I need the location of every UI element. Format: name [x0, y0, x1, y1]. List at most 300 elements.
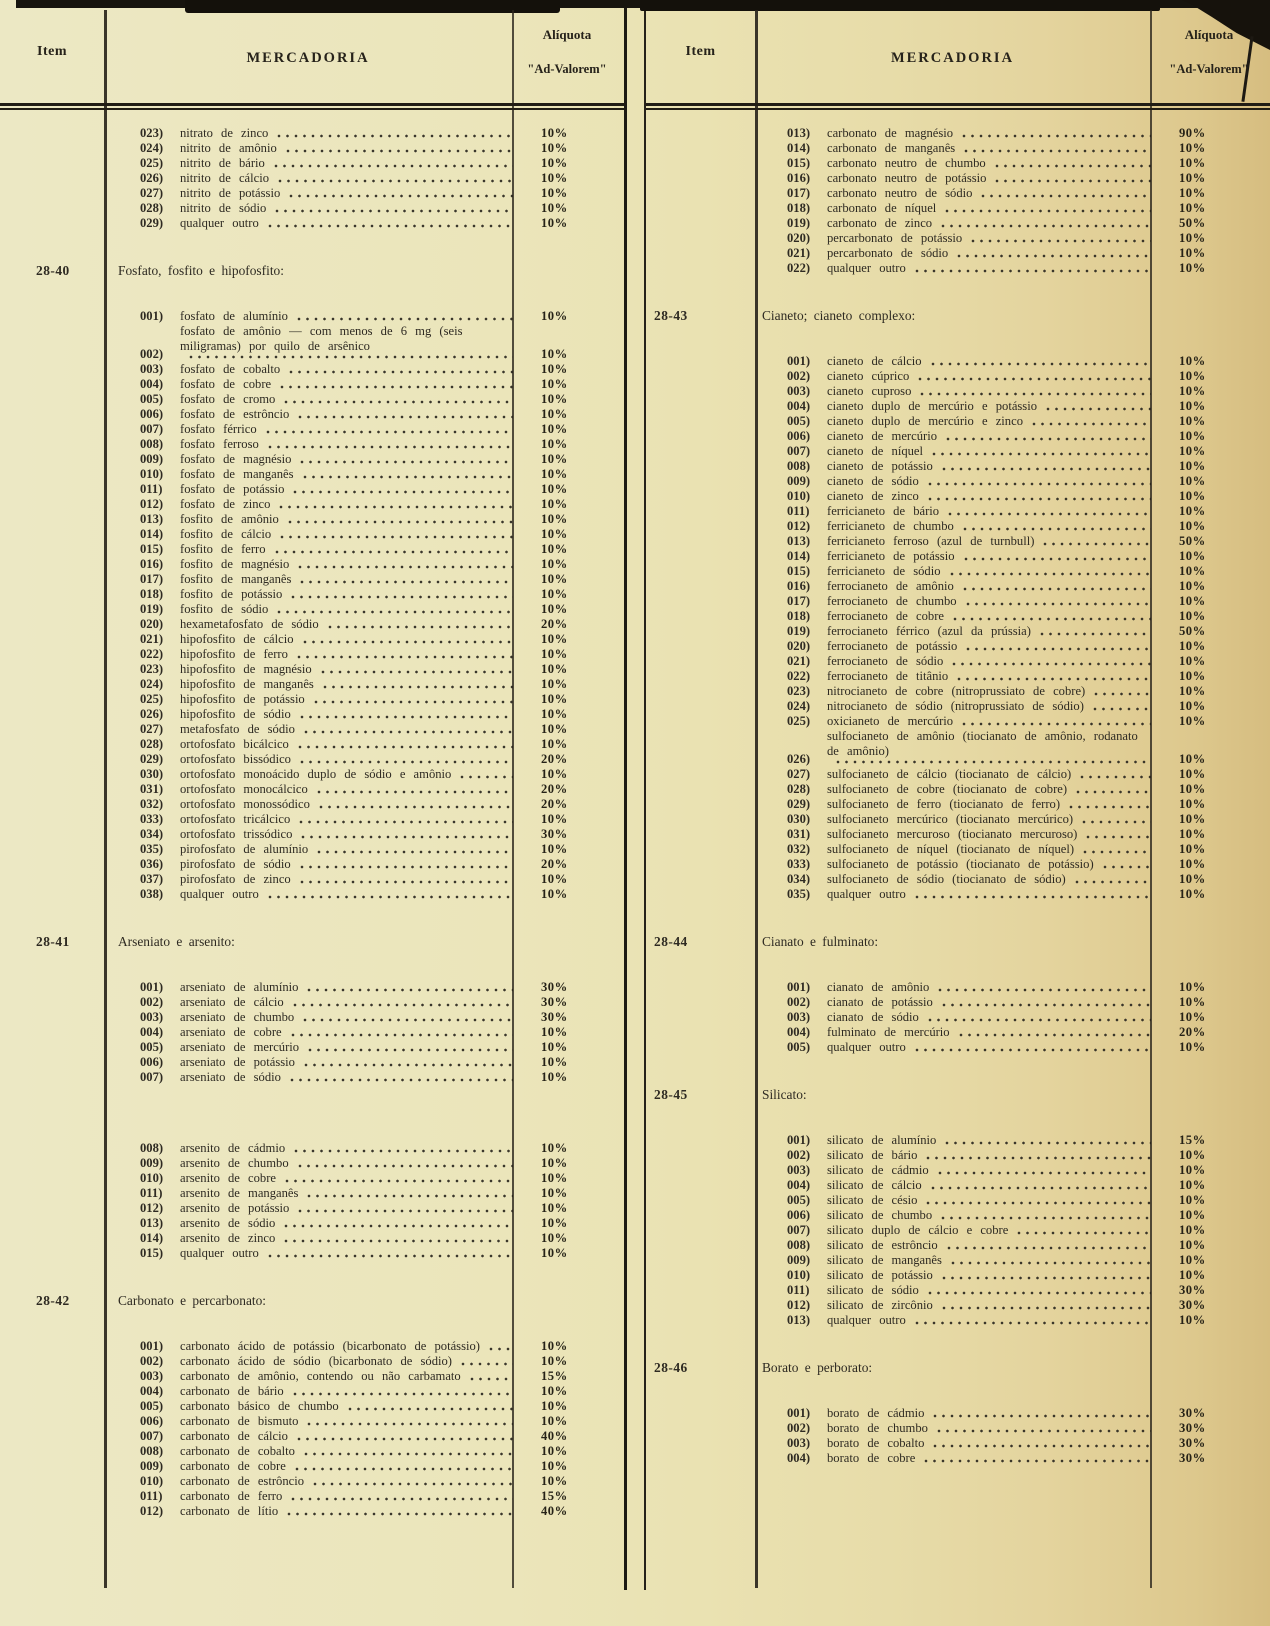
dot-leader: [1080, 774, 1151, 780]
entry-description: borato de cobre: [827, 1451, 916, 1465]
entry-number: 003): [140, 1369, 164, 1383]
entry-name-cell: [180, 995, 527, 1010]
entry-description: qualquer outro: [180, 887, 259, 901]
tariff-row: [646, 1421, 1270, 1436]
tariff-row: [646, 534, 1270, 549]
tariff-row: [646, 872, 1270, 887]
entry-description: fulminato de mercúrio: [827, 1025, 950, 1039]
entry-number: 010): [140, 1474, 164, 1488]
entry-rate: 10%: [541, 141, 568, 155]
entry-name-cell: [827, 1025, 1165, 1040]
entry-name-cell: [180, 782, 527, 797]
entry-rate: 10%: [541, 677, 568, 691]
dot-leader: [285, 1178, 513, 1184]
entry-rate: 10%: [541, 767, 568, 781]
entry-description: sulfocianeto de sódio (tiocianato de sódio): [827, 872, 1066, 886]
tariff-row: [646, 797, 1270, 812]
tariff-row: [0, 887, 624, 902]
column-header-item: Item: [685, 44, 716, 59]
entry-description: fosfito de cálcio: [180, 527, 272, 541]
dot-leader: [321, 669, 513, 675]
column-header-aliquota: [1150, 28, 1268, 76]
entry-description: ferrocianeto de cobre: [827, 609, 944, 623]
entry-description: fosfito de magnésio: [180, 557, 290, 571]
entry-description: qualquer outro: [827, 1040, 906, 1054]
entry-rate: 10%: [1179, 684, 1206, 698]
entry-rate: 10%: [1179, 1193, 1206, 1207]
entry-rate: 30%: [1179, 1421, 1206, 1435]
entry-number: 004): [787, 1178, 811, 1192]
entry-rate: 10%: [1179, 171, 1206, 185]
dot-leader: [317, 789, 513, 795]
section-heading: [0, 934, 624, 950]
entry-number: 001): [787, 354, 811, 368]
entry-list: [646, 980, 1270, 1055]
entry-name-cell: [180, 722, 527, 737]
tariff-row: [646, 459, 1270, 474]
entry-description: sulfocianeto de ferro (tiocianato de ferro): [827, 797, 1061, 811]
entry-rate: 10%: [1179, 414, 1206, 428]
entry-name-cell: [180, 1429, 527, 1444]
entry-number: 003): [787, 1436, 811, 1450]
tariff-row: [646, 246, 1270, 261]
tariff-row: [0, 309, 624, 324]
tariff-row: [646, 782, 1270, 797]
entry-number: 026): [140, 171, 164, 185]
entry-description: ferrocianeto de titânio: [827, 669, 949, 683]
entry-number: 003): [140, 1010, 164, 1024]
entry-rate: 10%: [541, 572, 568, 586]
dot-leader: [301, 834, 513, 840]
tariff-row: [0, 186, 624, 201]
entry-description: cianeto de sódio: [827, 474, 919, 488]
entry-description: silicato de zircônio: [827, 1298, 933, 1312]
entry-description: nitrito de amônio: [180, 141, 277, 155]
tariff-section: [646, 1087, 1270, 1328]
tariff-row: [646, 444, 1270, 459]
entry-rate: 10%: [541, 1384, 568, 1398]
entry-description: fosfato de cobalto: [180, 362, 281, 376]
tariff-row: [0, 647, 624, 662]
entry-name-cell: [827, 489, 1165, 504]
entry-name-cell: [827, 261, 1165, 276]
entry-rate: 10%: [541, 587, 568, 601]
entry-number: 033): [140, 812, 164, 826]
entry-rate: 10%: [1179, 354, 1206, 368]
dot-leader: [915, 268, 1151, 274]
entry-number: 001): [140, 980, 164, 994]
entry-number: 004): [140, 1384, 164, 1398]
entry-number: 001): [787, 980, 811, 994]
entry-name-cell: [180, 377, 527, 392]
entry-name-cell: [180, 512, 527, 527]
entry-name-cell: [180, 1474, 527, 1489]
section-title: Silicato:: [762, 1087, 807, 1102]
entry-description: carbonato de níquel: [827, 201, 937, 215]
tariff-row: [0, 407, 624, 422]
tariff-row: [646, 842, 1270, 857]
entry-description: silicato de cálcio: [827, 1178, 922, 1192]
entry-description: carbonato ácido de sódio (bicarbonato de sódio): [180, 1354, 452, 1368]
entry-name-cell: [180, 737, 527, 752]
tariff-row: [0, 392, 624, 407]
entry-rate: 10%: [541, 872, 568, 886]
dot-leader: [957, 676, 1151, 682]
entry-name-cell: [827, 980, 1165, 995]
entry-number: 017): [140, 572, 164, 586]
entry-name-cell: [827, 1298, 1165, 1313]
dot-leader: [1076, 789, 1151, 795]
entry-name-cell: [180, 1489, 527, 1504]
entry-number: 011): [140, 482, 163, 496]
dot-leader: [293, 489, 513, 495]
tariff-row: [646, 504, 1270, 519]
entry-name-cell: [180, 362, 527, 377]
tariff-row: [646, 429, 1270, 444]
entry-rate: 10%: [1179, 767, 1206, 781]
entry-number: 017): [787, 594, 811, 608]
entry-rate: 20%: [1179, 1025, 1206, 1039]
entry-name-cell: [180, 1246, 527, 1261]
dot-leader: [300, 759, 513, 765]
table-header-left: [0, 0, 624, 118]
dot-leader: [319, 804, 513, 810]
entry-number: 030): [140, 767, 164, 781]
tariff-row: [646, 609, 1270, 624]
entry-name-cell: [827, 1193, 1165, 1208]
entry-description: fosfato de potássio: [180, 482, 285, 496]
dot-leader: [933, 1443, 1151, 1449]
entry-name-cell: [180, 309, 527, 324]
entry-rate: 10%: [541, 186, 568, 200]
dot-leader: [470, 1376, 513, 1382]
entry-number: 002): [140, 995, 164, 1009]
section-heading: [646, 308, 1270, 324]
entry-rate: 10%: [541, 1070, 568, 1084]
entry-name-cell: [827, 384, 1165, 399]
section-code: 28-45: [654, 1087, 688, 1102]
entry-rate: 10%: [1179, 201, 1206, 215]
entry-description: arsenito de cádmio: [180, 1141, 286, 1155]
dot-leader: [300, 459, 513, 465]
entry-rate: 10%: [541, 407, 568, 421]
entry-rate: 30%: [541, 1010, 568, 1024]
dot-leader: [950, 571, 1151, 577]
section-title: Cianato e fulminato:: [762, 934, 879, 949]
entry-number: 007): [140, 422, 164, 436]
entry-description: ortofosfato trissódico: [180, 827, 293, 841]
tariff-row: [0, 995, 624, 1010]
dot-leader: [995, 163, 1151, 169]
entry-rate: 10%: [1179, 186, 1206, 200]
entry-description: silicato de alumínio: [827, 1133, 937, 1147]
dot-leader: [942, 1275, 1151, 1281]
entry-rate: 10%: [541, 512, 568, 526]
entry-number: 002): [787, 995, 811, 1009]
entry-rate: 20%: [541, 857, 568, 871]
entry-description: silicato de estrôncio: [827, 1238, 938, 1252]
entry-number: 036): [140, 857, 164, 871]
entry-rate: 10%: [541, 1186, 568, 1200]
entry-name-cell: [827, 872, 1165, 887]
entry-number: 022): [140, 647, 164, 661]
entry-description: ortofosfato tricálcico: [180, 812, 291, 826]
tariff-row: [646, 1040, 1270, 1055]
dot-leader: [284, 1223, 513, 1229]
tariff-row: [646, 1436, 1270, 1451]
entry-name-cell: [180, 857, 527, 872]
entry-description: fosfito de potássio: [180, 587, 283, 601]
dot-leader: [189, 354, 513, 360]
tariff-row: [646, 714, 1270, 729]
entry-name-cell: [180, 1201, 527, 1216]
tariff-section: [0, 263, 624, 902]
tariff-section: [0, 126, 624, 231]
entry-number: 006): [140, 1055, 164, 1069]
dot-leader: [294, 1148, 513, 1154]
dot-leader: [966, 646, 1151, 652]
dot-leader: [920, 391, 1151, 397]
entry-number: 003): [787, 384, 811, 398]
aliquota-column-rule: [1150, 10, 1152, 1588]
entry-description: ferricianeto de chumbo: [827, 519, 954, 533]
entry-description: carbonato básico de chumbo: [180, 1399, 339, 1413]
entry-number: 020): [787, 639, 811, 653]
column-header-aliquota: [512, 28, 622, 76]
dot-leader: [836, 759, 1151, 765]
tariff-row: [0, 737, 624, 752]
entry-name-cell: [180, 1156, 527, 1171]
item-column-rule: [755, 10, 758, 1588]
dot-leader: [933, 1413, 1151, 1419]
entry-number: 027): [787, 767, 811, 781]
entry-rate: 30%: [541, 980, 568, 994]
tariff-row: [646, 1313, 1270, 1328]
entry-rate: 10%: [541, 1444, 568, 1458]
dot-leader: [289, 193, 513, 199]
dot-leader: [924, 1458, 1151, 1464]
entry-rate: 10%: [1179, 549, 1206, 563]
dot-leader: [1046, 406, 1151, 412]
entry-name-cell: [180, 1354, 527, 1369]
tariff-row: [0, 617, 624, 632]
tariff-row: [0, 677, 624, 692]
tariff-row: [646, 1253, 1270, 1268]
section-code: 28-41: [36, 934, 70, 949]
tariff-section: [646, 126, 1270, 276]
entry-description: carbonato de estrôncio: [180, 1474, 304, 1488]
entry-number: 012): [787, 1298, 811, 1312]
entry-name-cell: [180, 542, 527, 557]
entry-rate: 10%: [1179, 995, 1206, 1009]
dot-leader: [284, 399, 513, 405]
tariff-row: [0, 1231, 624, 1246]
dot-leader: [297, 1436, 513, 1442]
entry-number: 029): [787, 797, 811, 811]
entry-name-cell: [180, 1025, 527, 1040]
entry-number: 005): [140, 1040, 164, 1054]
entry-rate: 10%: [541, 1474, 568, 1488]
dot-leader: [287, 1511, 513, 1517]
entry-description: ferricianeto ferroso (azul de turnbull): [827, 534, 1035, 548]
entry-rate: 10%: [1179, 579, 1206, 593]
entry-description: arsenito de cobre: [180, 1171, 277, 1185]
entry-number: 011): [787, 1283, 810, 1297]
entry-rate: 10%: [1179, 752, 1206, 766]
entry-description: arseniato de sódio: [180, 1070, 281, 1084]
entry-description: sulfocianeto de cálcio (tiocianato de cálcio): [827, 767, 1072, 781]
entry-name-cell: [180, 156, 527, 171]
entry-rate: 10%: [1179, 1238, 1206, 1252]
dot-leader: [293, 1391, 513, 1397]
tariff-row: [0, 1474, 624, 1489]
entry-name-cell: [827, 1406, 1165, 1421]
tariff-row: [0, 707, 624, 722]
dot-leader: [915, 1047, 1151, 1053]
entry-name-cell: [180, 752, 527, 767]
entry-name-cell: [827, 1238, 1165, 1253]
entry-name-cell: [827, 767, 1165, 782]
tariff-row: [646, 857, 1270, 872]
dot-leader: [938, 987, 1151, 993]
section-code: 28-40: [36, 263, 70, 278]
entry-number: 009): [787, 474, 811, 488]
entry-name-cell: [827, 231, 1165, 246]
column-header-aliquota-line1: Alíquota: [1184, 27, 1234, 42]
entry-number: 012): [787, 519, 811, 533]
entry-rate: 40%: [541, 1504, 568, 1518]
entry-number: 031): [140, 782, 164, 796]
entry-rate: 10%: [541, 482, 568, 496]
entry-description: carbonato de lítio: [180, 1504, 279, 1518]
entry-number: 004): [140, 377, 164, 391]
entry-number: 011): [140, 1489, 163, 1503]
entry-description: fosfato de zinco: [180, 497, 271, 511]
entry-number: 018): [787, 201, 811, 215]
entry-name-cell: [180, 662, 527, 677]
entry-description: nitrito de cálcio: [180, 171, 270, 185]
entry-number: 015): [787, 156, 811, 170]
entry-description: oxicianeto de mercúrio: [827, 714, 954, 728]
entry-rate: 10%: [541, 1171, 568, 1185]
entry-rate: 10%: [1179, 654, 1206, 668]
entry-description: ferrocianeto de amônio: [827, 579, 954, 593]
tariff-row: [0, 201, 624, 216]
entry-rate: 10%: [541, 497, 568, 511]
tariff-section: [0, 934, 624, 1261]
dot-leader: [307, 1193, 513, 1199]
dot-leader: [928, 496, 1151, 502]
entry-name-cell: [180, 1186, 527, 1201]
entry-rate: 10%: [541, 842, 568, 856]
entry-number: 011): [140, 1186, 163, 1200]
tariff-section: [0, 1293, 624, 1519]
tariff-row: [0, 1399, 624, 1414]
entry-description: silicato de sódio: [827, 1283, 919, 1297]
dot-leader: [918, 376, 1151, 382]
entry-rate: 10%: [541, 126, 568, 140]
dot-leader: [308, 1047, 513, 1053]
entry-rate: 30%: [1179, 1451, 1206, 1465]
entry-rate: 10%: [1179, 519, 1206, 533]
entry-number: 035): [787, 887, 811, 901]
entry-description: carbonato neutro de sódio: [827, 186, 973, 200]
tariff-row: [0, 1246, 624, 1261]
dot-leader: [937, 1428, 1151, 1434]
entry-rate: 10%: [541, 737, 568, 751]
entry-rate: 90%: [1179, 126, 1206, 140]
entry-number: 015): [140, 1246, 164, 1260]
tariff-row: [0, 1141, 624, 1156]
entry-name-cell: [180, 707, 527, 722]
entry-number: 025): [140, 156, 164, 170]
entry-rate: 30%: [541, 827, 568, 841]
entry-number: 010): [787, 489, 811, 503]
entry-number: 015): [787, 564, 811, 578]
entry-description: borato de cobalto: [827, 1436, 925, 1450]
dot-leader: [926, 1200, 1151, 1206]
entry-rate: 10%: [541, 171, 568, 185]
entry-number: 014): [140, 1231, 164, 1245]
entry-number: 021): [787, 654, 811, 668]
entry-rate: 10%: [1179, 156, 1206, 170]
entry-rate: 10%: [541, 156, 568, 170]
entry-name-cell: [827, 201, 1165, 216]
entry-description: nitrito de bário: [180, 156, 265, 170]
entry-number: 037): [140, 872, 164, 886]
section-heading: [646, 934, 1270, 950]
entry-number: 006): [140, 407, 164, 421]
entry-description: ferricianeto de potássio: [827, 549, 955, 563]
entry-list: [646, 1133, 1270, 1328]
entry-number: 032): [787, 842, 811, 856]
dot-leader: [300, 579, 513, 585]
entry-rate: 10%: [541, 1399, 568, 1413]
entry-rate: 10%: [1179, 1163, 1206, 1177]
entry-rate: 50%: [1179, 216, 1206, 230]
entry-name-cell: [827, 141, 1165, 156]
dot-leader: [286, 148, 513, 154]
tariff-row: [0, 437, 624, 452]
entry-description: qualquer outro: [827, 1313, 906, 1327]
entry-name-cell: [180, 647, 527, 662]
entry-name-cell: [827, 1133, 1165, 1148]
dot-leader: [297, 654, 513, 660]
tariff-row: [0, 1171, 624, 1186]
tariff-row: [646, 699, 1270, 714]
entry-rate: 15%: [541, 1489, 568, 1503]
entry-rate: 10%: [541, 662, 568, 676]
entry-rate: 50%: [1179, 624, 1206, 638]
tariff-row: [0, 1369, 624, 1384]
entry-description: carbonato de amônio, contendo ou não carbamato: [180, 1369, 461, 1383]
tariff-row: [646, 519, 1270, 534]
tariff-row: [0, 557, 624, 572]
entry-name-cell: [827, 797, 1165, 812]
entry-rate: 10%: [1179, 399, 1206, 413]
section-title: Carbonato e percarbonato:: [118, 1293, 267, 1308]
tariff-row: [0, 1025, 624, 1040]
dot-leader: [981, 193, 1151, 199]
tariff-row: [646, 980, 1270, 995]
entry-rate: 10%: [541, 437, 568, 451]
entry-description: nitrocianeto de sódio (nitroprussiato de sódio): [827, 699, 1084, 713]
entry-number: 007): [140, 1070, 164, 1084]
entry-rate: 10%: [1179, 797, 1206, 811]
entry-description: cianeto duplo de mercúrio e potássio: [827, 399, 1038, 413]
entry-number: 008): [140, 437, 164, 451]
entry-number: 025): [140, 692, 164, 706]
